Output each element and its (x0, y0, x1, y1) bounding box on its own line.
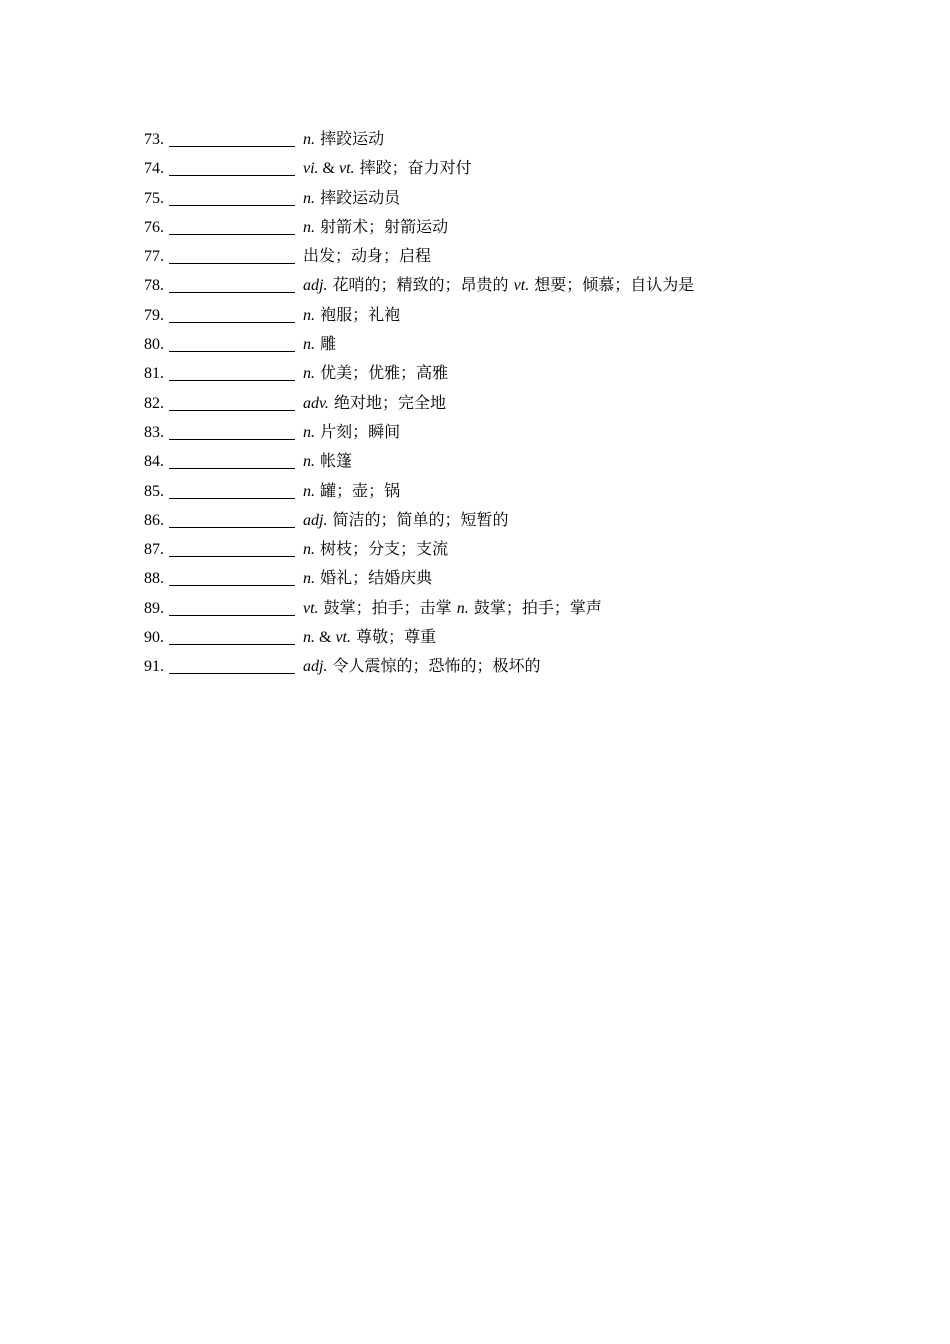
part-of-speech: adv. (303, 394, 329, 412)
part-of-speech: adj. (303, 658, 328, 676)
entry-definition (303, 270, 694, 300)
entry-number: 79. (144, 306, 164, 324)
definition-text: 摔跤运动 (315, 129, 385, 148)
vocab-entry (144, 563, 904, 592)
entry-definition (303, 358, 448, 388)
definition-text: 帐篷 (315, 451, 353, 471)
entry-definition (303, 651, 541, 681)
entry-number: 74. (144, 160, 164, 178)
entry-definition (303, 300, 400, 330)
entry-definition (303, 153, 472, 183)
definition-text: 绝对地；完全地 (328, 392, 447, 412)
entry-definition (303, 593, 602, 623)
part-of-speech: vt. (335, 629, 351, 647)
answer-blank[interactable] (169, 188, 295, 206)
entry-definition (303, 534, 448, 564)
definition-text: 摔跤；奋力对付 (354, 158, 472, 178)
answer-blank[interactable] (169, 334, 295, 352)
vocab-entry (144, 270, 904, 299)
answer-blank[interactable] (169, 598, 295, 616)
part-of-speech: vi. (303, 160, 319, 178)
entry-definition (303, 241, 431, 271)
vocab-entry (144, 153, 904, 182)
definition-text: 射箭术；射箭运动 (315, 216, 449, 236)
vocab-entry (144, 329, 904, 358)
answer-blank[interactable] (169, 656, 295, 674)
definition-text: 简洁的；简单的；短暂的 (327, 509, 509, 529)
vocab-entry (144, 622, 904, 651)
entry-number: 76. (144, 218, 164, 236)
definition-text: 树枝；分支；支流 (315, 539, 449, 559)
definition-text: 鼓掌；拍手；掌声 (468, 597, 602, 617)
vocab-entry (144, 651, 904, 680)
vocab-entry (144, 212, 904, 241)
entry-number: 78. (144, 277, 164, 295)
answer-blank[interactable] (169, 451, 295, 469)
part-of-speech: vt. (303, 599, 319, 617)
entry-number: 83. (144, 423, 164, 441)
entry-number: 80. (144, 336, 164, 354)
part-of-speech: n. (303, 541, 315, 559)
entry-definition (303, 622, 436, 652)
entry-number: 86. (144, 511, 164, 529)
part-of-speech: n. (303, 306, 315, 324)
part-of-speech: n. (303, 131, 315, 148)
entry-definition (303, 417, 400, 447)
vocab-entry (144, 124, 904, 153)
entry-number: 84. (144, 453, 164, 471)
entry-definition (303, 212, 448, 242)
entry-number: 85. (144, 482, 164, 500)
definition-text: 令人震惊的；恐怖的；极坏的 (327, 656, 541, 676)
vocab-entry (144, 183, 904, 212)
part-of-speech: n. (303, 482, 315, 500)
definition-text: 优美；优雅；高雅 (315, 363, 449, 383)
entry-definition (303, 446, 352, 476)
entry-definition (303, 505, 509, 535)
vocab-entry (144, 241, 904, 270)
part-of-speech: n. (303, 336, 315, 354)
answer-blank[interactable] (169, 363, 295, 381)
part-of-speech: adj. (303, 511, 328, 529)
answer-blank[interactable] (169, 481, 295, 499)
vocab-entry (144, 446, 904, 475)
definition-text: 雕 (315, 334, 337, 354)
part-of-speech: n. (303, 629, 315, 647)
definition-text: 婚礼；结婚庆典 (315, 568, 433, 588)
definition-text: 出发；动身；启程 (303, 246, 432, 266)
definition-text: & (318, 160, 339, 178)
part-of-speech: n. (303, 423, 315, 441)
entry-definition (303, 388, 446, 418)
entry-number: 77. (144, 248, 164, 266)
answer-blank[interactable] (169, 305, 295, 323)
vocab-entry (144, 300, 904, 329)
definition-text: 想要；倾慕；自认为是 (529, 275, 695, 295)
definition-text: 鼓掌；拍手；击掌 (318, 597, 457, 617)
part-of-speech: n. (303, 365, 315, 383)
entry-definition (303, 476, 400, 506)
answer-blank[interactable] (169, 246, 295, 264)
answer-blank[interactable] (169, 539, 295, 557)
entry-definition (303, 329, 336, 359)
definition-text: 罐；壶；锅 (315, 480, 401, 500)
answer-blank[interactable] (169, 568, 295, 586)
entry-number: 75. (144, 189, 164, 207)
answer-blank[interactable] (169, 158, 295, 176)
entry-definition (303, 124, 384, 154)
entry-number: 90. (144, 629, 164, 647)
entry-number: 82. (144, 394, 164, 412)
answer-blank[interactable] (169, 627, 295, 645)
definition-text: 片刻；瞬间 (315, 421, 401, 441)
part-of-speech: n. (303, 570, 315, 588)
entry-number: 87. (144, 541, 164, 559)
definition-text: 摔跤运动员 (315, 187, 401, 207)
entry-number: 89. (144, 599, 164, 617)
definition-text: & (315, 629, 336, 647)
entry-definition (303, 563, 432, 593)
vocab-entry (144, 593, 904, 622)
answer-blank[interactable] (169, 510, 295, 528)
vocab-entry (144, 476, 904, 505)
entry-number: 88. (144, 570, 164, 588)
part-of-speech: adj. (303, 277, 328, 295)
definition-text: 尊敬；尊重 (351, 627, 437, 647)
vocab-entry (144, 358, 904, 387)
answer-blank[interactable] (169, 393, 295, 411)
answer-blank[interactable] (169, 129, 295, 147)
part-of-speech: vt. (339, 160, 355, 178)
answer-blank[interactable] (169, 217, 295, 235)
part-of-speech: n. (303, 189, 315, 207)
part-of-speech: n. (303, 218, 315, 236)
entry-number: 73. (144, 131, 164, 148)
part-of-speech: n. (303, 453, 315, 471)
vocab-entry (144, 505, 904, 534)
part-of-speech: n. (456, 599, 469, 617)
vocab-entry (144, 388, 904, 417)
entry-definition (303, 183, 400, 213)
definition-text: 袍服；礼袍 (315, 304, 401, 324)
definition-text: 花哨的；精致的；昂贵的 (327, 275, 514, 295)
vocab-entry (144, 417, 904, 446)
part-of-speech: vt. (513, 277, 530, 295)
vocabulary-list (144, 124, 904, 681)
answer-blank[interactable] (169, 275, 295, 293)
vocab-entry (144, 534, 904, 563)
entry-number: 81. (144, 365, 164, 383)
answer-blank[interactable] (169, 422, 295, 440)
entry-number: 91. (144, 658, 164, 676)
